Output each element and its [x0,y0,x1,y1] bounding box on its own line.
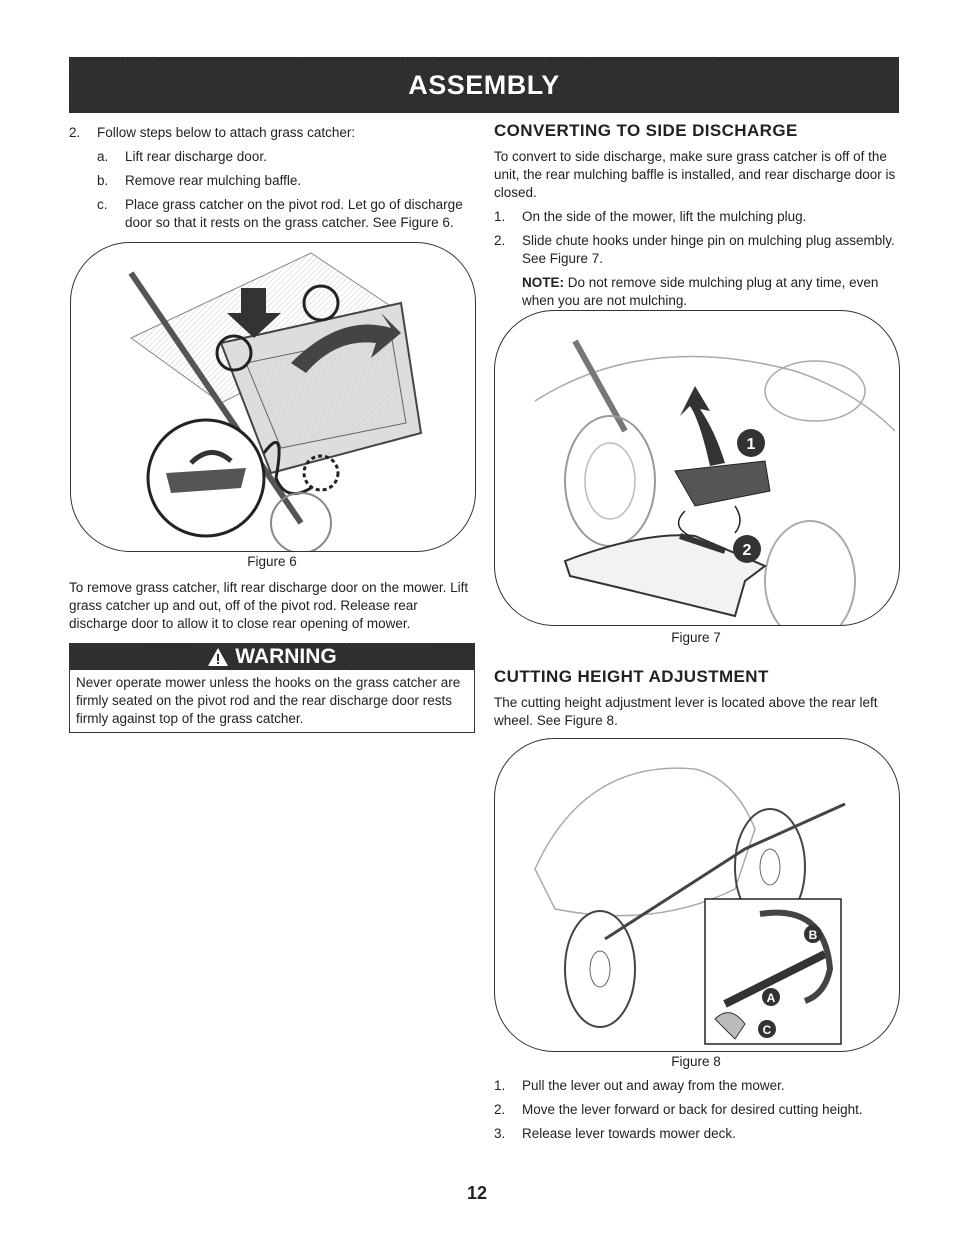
callout-1-label: 1 [746,436,756,453]
figure-7-caption: Figure 7 [671,630,721,645]
side-discharge-diagram [495,311,899,625]
side-discharge-intro: To convert to side discharge, make sure grass catcher is off of the unit, the rear mulching baffle is installed, and rear discharge door is closed. [494,149,896,200]
warning-text: Never operate mower unless the hooks on the grass catcher are firmly seated on the pivot rod and the rear discharge door rests firmly against top of the grass catcher. [76,675,461,726]
lift-arrow-icon [680,386,725,466]
step-2: 2. Follow steps below to attach grass catcher: [69,125,356,140]
cutting-step-2: 2. Move the lever forward or back for desired cutting height. [494,1102,863,1117]
cutting-height-heading: CUTTING HEIGHT ADJUSTMENT [494,667,769,686]
warning-header [70,644,474,670]
callout-b-label: B [808,928,818,942]
page-number: 12 [466,1183,488,1203]
cutting-height-section [494,666,899,730]
warning-triangle-icon [207,647,229,667]
callout-2-label: 2 [742,542,752,559]
cutting-step-1: 1. Pull the lever out and away from the mower. [494,1078,785,1093]
warning-box [69,643,475,733]
callout-c-label: C [762,1023,772,1037]
left-column [69,124,477,232]
figure-7-illustration [494,310,900,626]
section-title: ASSEMBLY [408,69,560,100]
warning-title: WARNING [235,645,337,668]
side-discharge-heading: CONVERTING TO SIDE DISCHARGE [494,121,798,140]
cutting-height-steps [494,1077,899,1143]
substep-b: b. Remove rear mulching baffle. [97,173,302,188]
cutting-step-3: 3. Release lever towards mower deck. [494,1126,736,1141]
grass-catcher-diagram [71,243,475,551]
substep-a: a. Lift rear discharge door. [97,149,267,164]
cutting-height-diagram [495,739,899,1051]
figure-8-caption: Figure 8 [671,1054,721,1069]
substep-c: c. Place grass catcher on the pivot rod. Let go of discharge door so that it rests on the grass catcher. See Figure 6. [97,197,463,230]
right-column-side-discharge [494,120,899,310]
side-discharge-step-1: 1. On the side of the mower, lift the mulching plug. [494,209,807,224]
figure-6-caption: Figure 6 [247,554,297,569]
section-banner [69,57,899,113]
remove-instructions: To remove grass catcher, lift rear discharge door on the mower. Lift grass catcher up and out, off of the pivot rod. Release rear discharge door to allow it to close rear opening of mower. [69,580,469,631]
figure-6-illustration [70,242,476,552]
note-label: NOTE: [522,275,564,290]
callout-a-label: A [766,991,776,1005]
cutting-height-intro: The cutting height adjustment lever is located above the rear left wheel. See Figure 8. [494,695,878,728]
side-discharge-step-2: 2. Slide chute hooks under hinge pin on mulching plug assembly. See Figure 7. [494,233,895,266]
note-text: Do not remove side mulching plug at any time, even when you are not mulching. [522,275,879,308]
side-discharge-note [494,274,899,310]
figure-8-illustration [494,738,900,1052]
